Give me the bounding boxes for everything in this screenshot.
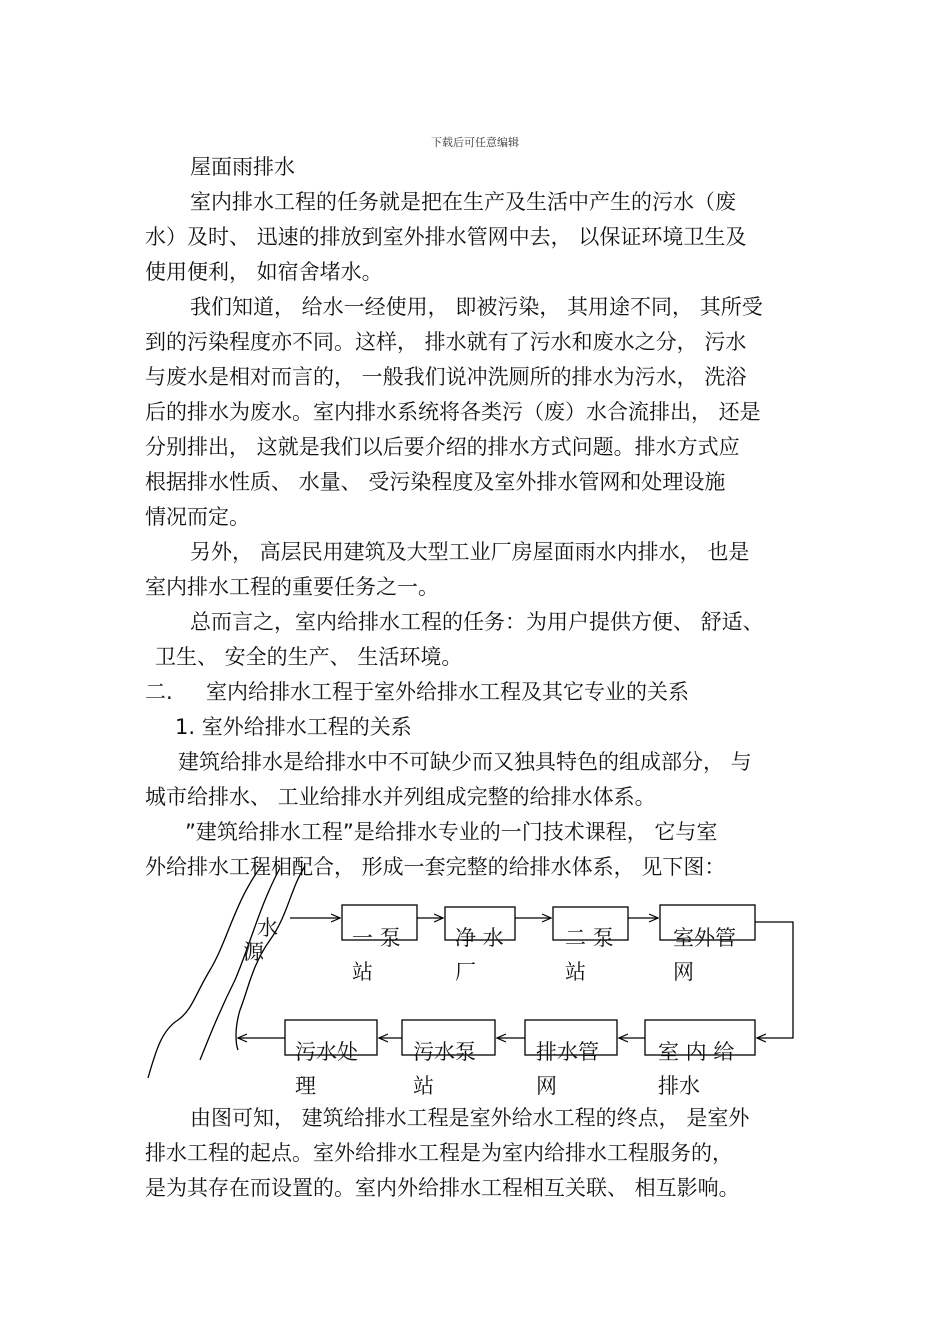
connector-right <box>755 922 793 1038</box>
label-outdoor-network: 室外管 <box>673 926 736 950</box>
paragraph-line: 另外， 高层民用建筑及大型工业厂房屋面雨水内排水， 也是 <box>190 540 750 564</box>
paragraph-line: 排水工程的起点。室外给排水工程是为室内给排水工程服务的， <box>145 1141 733 1165</box>
section-heading-relations: 二. 室内给排水工程于室外给排水工程及其它专业的关系 <box>145 680 690 704</box>
paragraph-line: 城市给排水、 工业给排水并列组成完整的给排水体系。 <box>145 785 656 809</box>
paragraph-line: ”建筑给排水工程”是给排水专业的一门技术课程， 它与室 <box>185 820 718 844</box>
label-sewage-treatment: 污水处 <box>295 1040 358 1064</box>
paragraph-line: 总而言之，室内给排水工程的任务：为用户提供方便、 舒适、 <box>190 610 764 634</box>
label-sewage-pump-b: 站 <box>413 1074 434 1098</box>
label-sewage-treatment-b: 理 <box>295 1074 316 1098</box>
page-header: 下载后可任意编辑 <box>431 136 519 149</box>
label-water-plant: 净 水 <box>455 926 504 950</box>
label-sewage-pump: 污水泵 <box>413 1040 476 1064</box>
paragraph-line: 外给排水工程相配合， 形成一套完整的给排水体系， 见下图： <box>145 855 726 879</box>
label-pump-station-2: 二 泵 <box>565 926 614 950</box>
paragraph-line: 与废水是相对而言的， 一般我们说冲洗厕所的排水为污水， 洗浴 <box>145 365 747 389</box>
label-pump-station-2b: 站 <box>565 960 586 984</box>
label-water-plant-b: 厂 <box>455 960 476 984</box>
paragraph-line: 建筑给排水是给排水中不可缺少而又独具特色的组成部分， 与 <box>178 750 752 774</box>
label-indoor-system-b: 排水 <box>658 1074 700 1098</box>
paragraph-line: 使用便利， 如宿舍堵水。 <box>145 260 383 284</box>
paragraph-line: 室内排水工程的重要任务之一。 <box>145 575 439 599</box>
water-system-diagram <box>140 860 820 1100</box>
paragraph-line: 后的排水为废水。室内排水系统将各类污（废）水合流排出， 还是 <box>145 400 761 424</box>
subsection-heading: 1. 室外给排水工程的关系 <box>175 715 412 739</box>
paragraph-line: 分别排出， 这就是我们以后要介绍的排水方式问题。排水方式应 <box>145 435 740 459</box>
paragraph-line: 根据排水性质、 水量、 受污染程度及室外排水管网和处理设施 <box>145 470 726 494</box>
label-drain-network: 排水管 <box>536 1040 599 1064</box>
paragraph-line: 到的污染程度亦不同。这样， 排水就有了污水和废水之分， 污水 <box>145 330 747 354</box>
paragraph-line: 水）及时、 迅速的排放到室外排水管网中去， 以保证环境卫生及 <box>145 225 747 249</box>
label-source-1: 水 <box>257 916 278 940</box>
diagram-lines <box>140 860 820 1100</box>
label-pump-station-1b: 站 <box>352 960 373 984</box>
section-heading-roof-rain: 屋面雨排水 <box>190 155 295 179</box>
label-indoor-system: 室 内 给 <box>658 1040 735 1064</box>
label-drain-network-b: 网 <box>536 1074 557 1098</box>
label-outdoor-network-b: 网 <box>673 960 694 984</box>
river-bank-middle <box>200 868 280 1060</box>
paragraph-line: 由图可知， 建筑给排水工程是室外给水工程的终点， 是室外 <box>190 1106 750 1130</box>
label-source-2: 源 <box>243 940 264 964</box>
paragraph-line: 室内排水工程的任务就是把在生产及生活中产生的污水（废 <box>190 190 736 214</box>
paragraph-line: 是为其存在而设置的。室内外给排水工程相互关联、 相互影响。 <box>145 1176 740 1200</box>
label-pump-station-1: 一 泵 <box>352 926 401 950</box>
paragraph-line: 卫生、 安全的生产、 生活环境。 <box>155 645 463 669</box>
paragraph-line: 情况而定。 <box>145 505 250 529</box>
paragraph-line: 我们知道， 给水一经使用， 即被污染， 其用途不同， 其所受 <box>190 295 763 319</box>
